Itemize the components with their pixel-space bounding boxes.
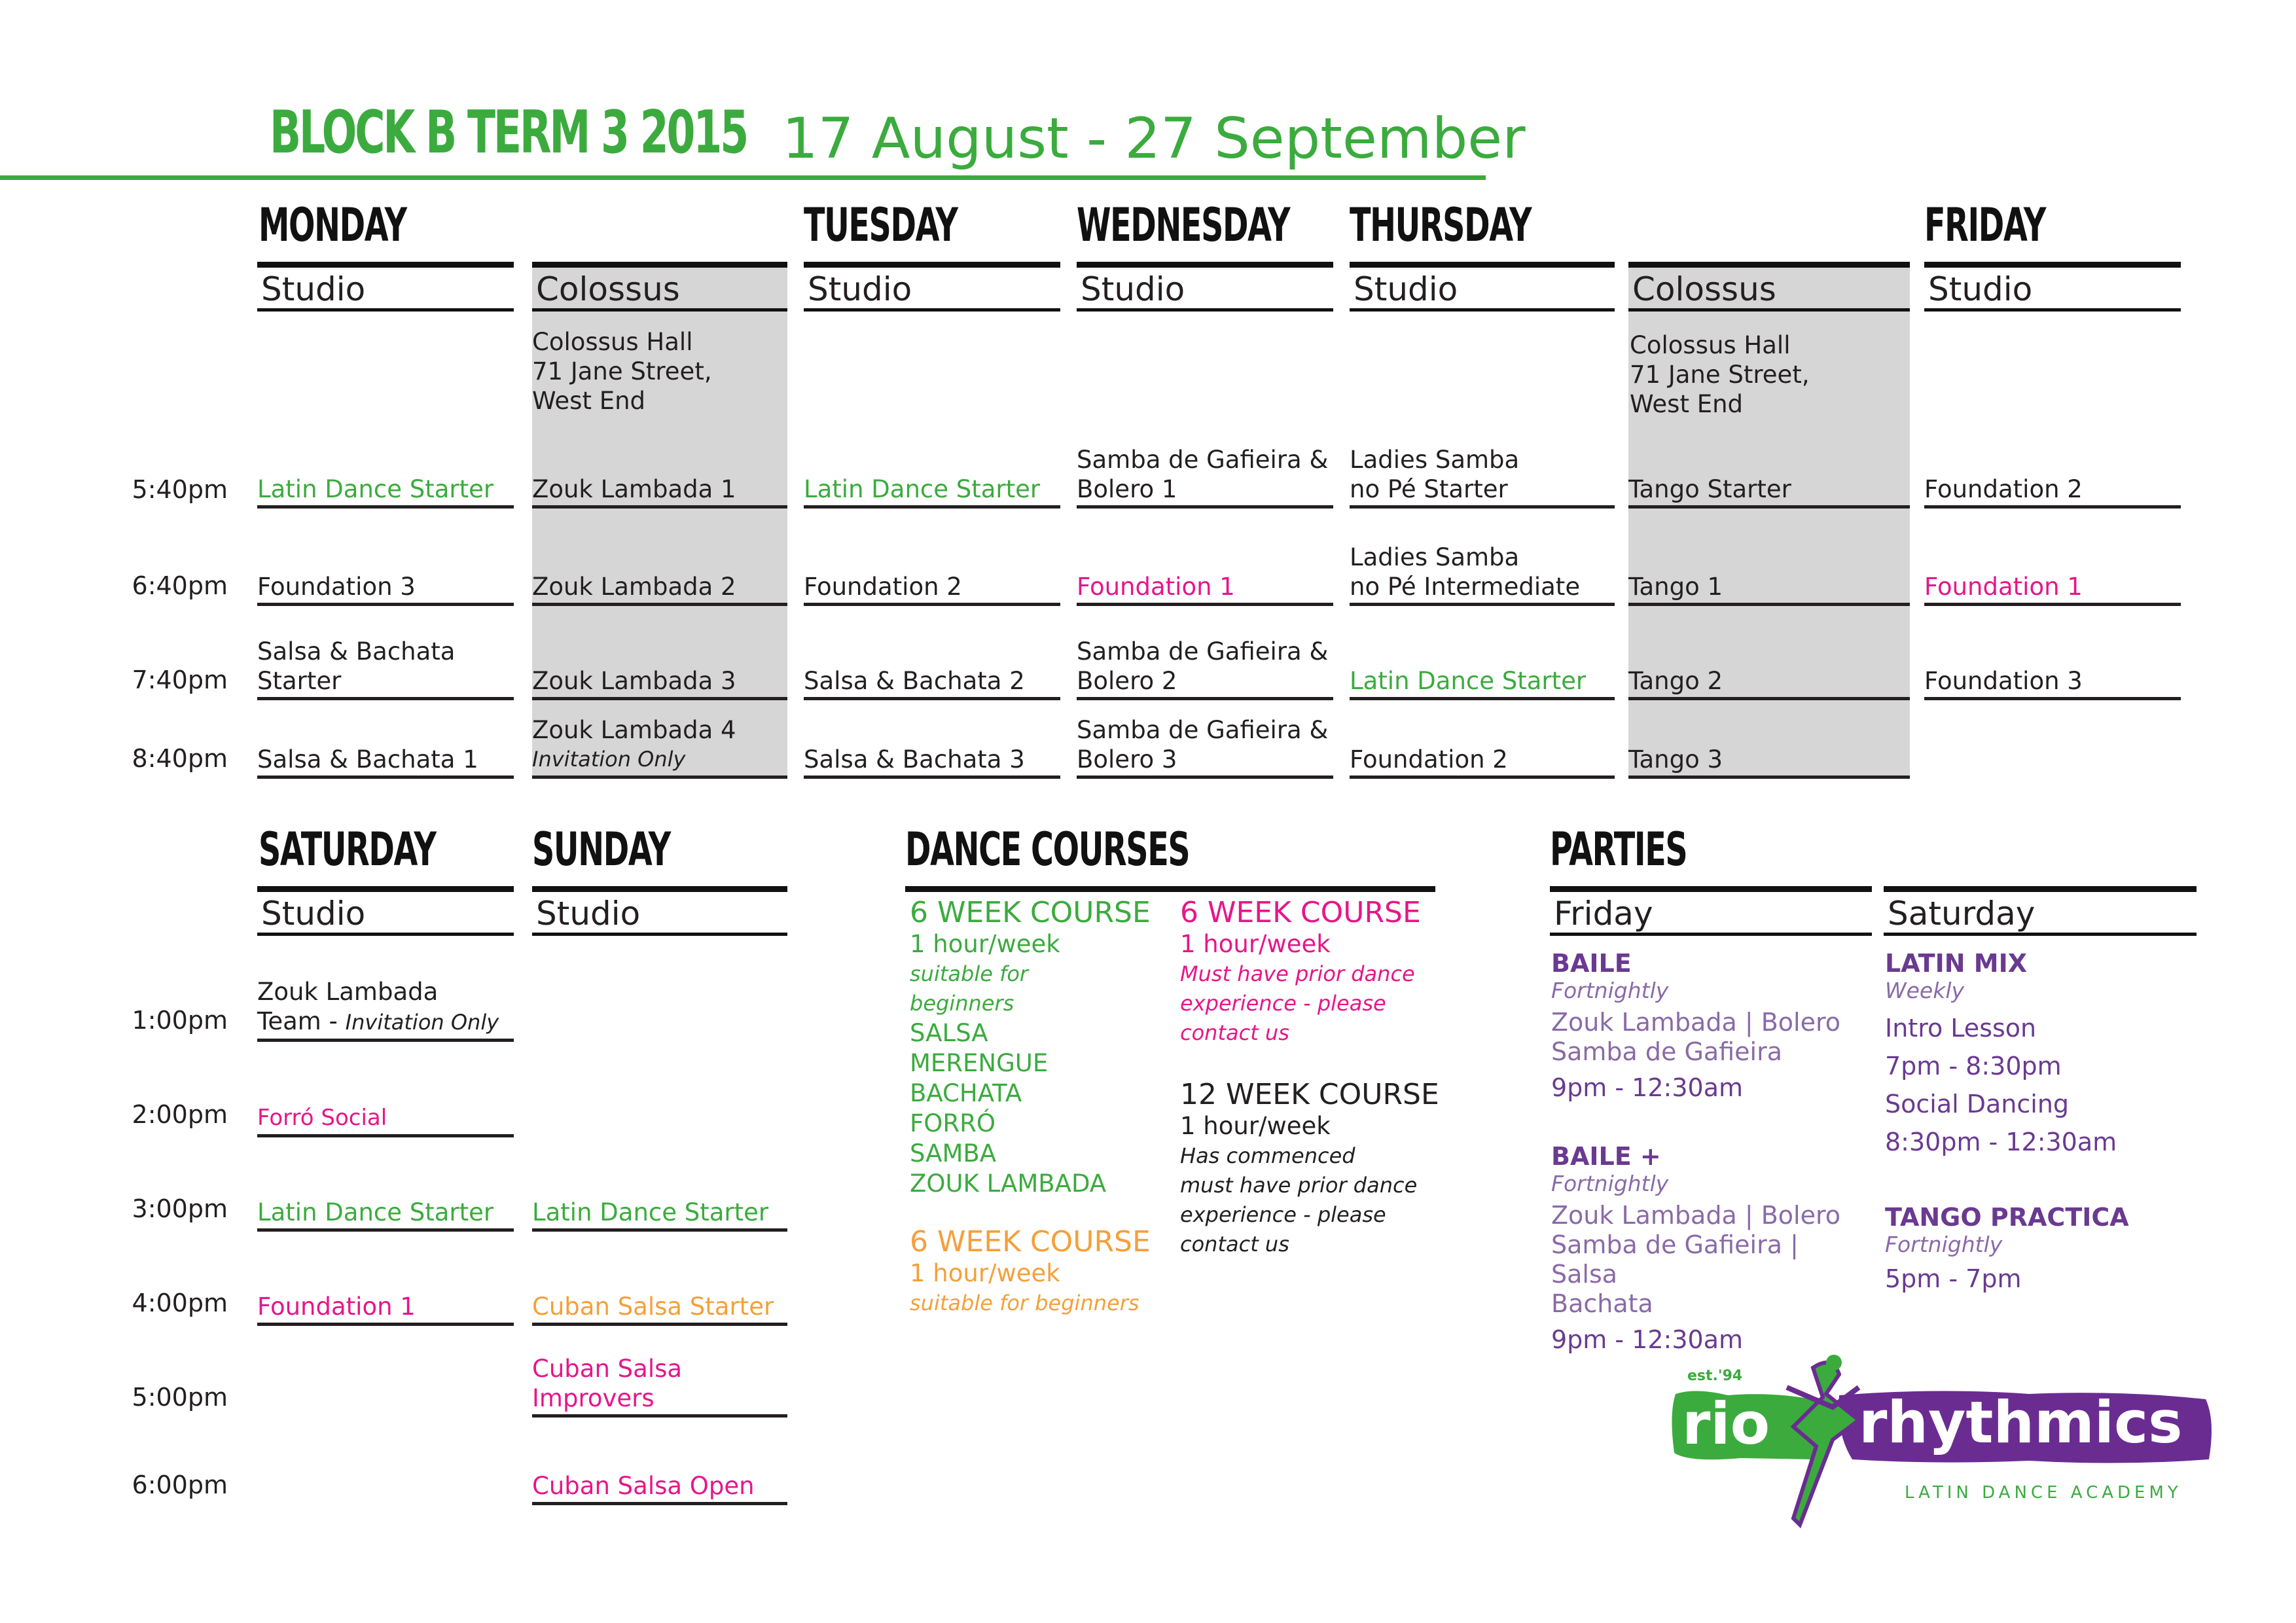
class-name bbox=[257, 1007, 514, 1037]
class-slot bbox=[1350, 707, 1615, 779]
colossus-address-thursday bbox=[1630, 330, 1810, 419]
class-slot bbox=[804, 615, 1060, 700]
class-name-part: Team - bbox=[257, 1007, 346, 1035]
class-name: Cuban Salsa bbox=[532, 1355, 683, 1383]
party-frequency: Weekly bbox=[1885, 978, 1965, 1003]
course-note: experience - please bbox=[1180, 991, 1386, 1016]
class-slot bbox=[257, 1178, 514, 1232]
course-black bbox=[1180, 1079, 1455, 1259]
course-frequency: 1 hour/week bbox=[1180, 930, 1331, 958]
class-slot bbox=[257, 615, 514, 700]
class-name: Improvers bbox=[532, 1384, 655, 1412]
class-slot bbox=[532, 1272, 787, 1326]
class-slot bbox=[532, 1342, 787, 1418]
class-slot bbox=[804, 707, 1060, 779]
party-title: BAILE + bbox=[1551, 1142, 1661, 1171]
party-tango-practica bbox=[1885, 1203, 2193, 1294]
party-time: 9pm - 12:30am bbox=[1551, 1073, 1743, 1102]
class-name: Salsa & Bachata bbox=[257, 637, 456, 666]
course-note: contact us bbox=[1180, 1232, 1289, 1257]
course-note: suitable for bbox=[910, 961, 1029, 986]
rio-rhythmics-logo bbox=[1662, 1348, 2225, 1544]
party-title: TANGO PRACTICA bbox=[1885, 1203, 2129, 1232]
party-baile bbox=[1551, 949, 1872, 1103]
page-title: BLOCK B TERM 3 2015 bbox=[270, 98, 747, 167]
course-note: suitable for beginners bbox=[910, 1291, 1139, 1315]
class-slot bbox=[804, 517, 1060, 606]
class-name: Cuban Salsa Starter bbox=[532, 1293, 774, 1321]
courses-heading: DANCE COURSES bbox=[905, 823, 1190, 876]
time-label: 4:00pm bbox=[132, 1289, 228, 1317]
day-tuesday: TUESDAY bbox=[804, 198, 958, 252]
class-slot bbox=[1924, 517, 2181, 606]
course-green bbox=[910, 897, 1172, 1199]
time-label: 3:00pm bbox=[132, 1194, 228, 1223]
title-underline bbox=[0, 175, 1486, 180]
course-note: must have prior dance bbox=[1180, 1173, 1418, 1198]
class-name: no Pé Starter bbox=[1350, 475, 1508, 503]
class-slot bbox=[532, 1453, 787, 1505]
class-slot bbox=[1350, 517, 1615, 606]
class-slot bbox=[1628, 707, 1910, 779]
class-slot bbox=[257, 969, 514, 1042]
address-line: 71 Jane Street, bbox=[1630, 361, 1810, 389]
venue-header-mon-colossus: Colossus bbox=[532, 262, 787, 312]
class-slot bbox=[257, 1086, 514, 1137]
class-name: Latin Dance Starter bbox=[532, 1198, 769, 1226]
class-slot bbox=[532, 707, 787, 779]
venue-header-mon-studio: Studio bbox=[257, 262, 514, 312]
time-label: 6:00pm bbox=[132, 1471, 228, 1499]
class-name: Zouk Lambada 1 bbox=[532, 475, 736, 503]
course-note: contact us bbox=[1180, 1020, 1289, 1045]
course-frequency: 1 hour/week bbox=[1180, 1112, 1331, 1140]
day-monday: MONDAY bbox=[259, 198, 406, 252]
class-name: Tango 1 bbox=[1628, 573, 1723, 601]
party-title: LATIN MIX bbox=[1885, 949, 2028, 978]
venue-header-sat-studio: Studio bbox=[257, 886, 514, 936]
day-sunday: SUNDAY bbox=[532, 823, 670, 876]
address-line: West End bbox=[532, 387, 646, 415]
course-style: FORRÓ bbox=[910, 1109, 996, 1137]
class-name: Samba de Gafieira & bbox=[1077, 716, 1329, 744]
course-orange bbox=[910, 1226, 1185, 1318]
class-slot bbox=[257, 517, 514, 606]
class-name: Zouk Lambada 3 bbox=[532, 667, 736, 695]
party-detail: Social Dancing bbox=[1885, 1090, 2070, 1118]
party-frequency: Fortnightly bbox=[1551, 1171, 1669, 1196]
class-slot bbox=[1350, 615, 1615, 700]
class-slot bbox=[1077, 615, 1333, 700]
address-line: 71 Jane Street, bbox=[532, 357, 712, 385]
class-name: Bolero 3 bbox=[1077, 745, 1177, 774]
venue-header-thu-studio: Studio bbox=[1350, 262, 1615, 312]
day-thursday: THURSDAY bbox=[1350, 198, 1532, 252]
day-saturday: SATURDAY bbox=[259, 823, 436, 876]
class-name: Tango 3 bbox=[1628, 745, 1723, 774]
venue-header-thu-colossus: Colossus bbox=[1628, 262, 1910, 312]
class-name: Bolero 2 bbox=[1077, 667, 1177, 695]
class-name: Ladies Samba bbox=[1350, 446, 1520, 474]
class-slot bbox=[1350, 419, 1615, 508]
course-style: SAMBA bbox=[910, 1139, 997, 1168]
class-name: Zouk Lambada bbox=[257, 978, 439, 1006]
course-frequency: 1 hour/week bbox=[910, 1259, 1060, 1287]
class-name: Tango 2 bbox=[1628, 667, 1723, 695]
time-label: 5:40pm bbox=[132, 475, 228, 504]
address-line: Colossus Hall bbox=[532, 328, 693, 356]
party-styles: Bachata bbox=[1551, 1289, 1653, 1318]
class-slot bbox=[1077, 517, 1333, 606]
party-styles: Zouk Lambada | Bolero bbox=[1551, 1008, 1840, 1037]
class-name: Foundation 2 bbox=[1350, 745, 1508, 774]
course-style: ZOUK LAMBADA bbox=[910, 1169, 1107, 1198]
class-slot bbox=[1077, 707, 1333, 779]
day-friday: FRIDAY bbox=[1924, 198, 2045, 252]
course-note: experience - please bbox=[1180, 1202, 1386, 1227]
party-time: 9pm - 12:30am bbox=[1551, 1325, 1743, 1354]
class-name: Samba de Gafieira & bbox=[1077, 446, 1329, 474]
time-label: 2:00pm bbox=[132, 1100, 228, 1129]
course-frequency: 1 hour/week bbox=[910, 930, 1060, 958]
course-note: Has commenced bbox=[1180, 1143, 1355, 1168]
class-name: Foundation 1 bbox=[1924, 573, 2083, 601]
party-styles: Zouk Lambada | Bolero bbox=[1551, 1201, 1840, 1230]
class-slot bbox=[804, 419, 1060, 508]
class-name: Samba de Gafieira & bbox=[1077, 637, 1329, 666]
venue-header-tue-studio: Studio bbox=[804, 262, 1060, 312]
date-range: 17 August - 27 September bbox=[782, 106, 1526, 171]
address-line: West End bbox=[1630, 390, 1744, 418]
venue-header-fri-studio: Studio bbox=[1924, 262, 2181, 312]
party-detail: 7pm - 8:30pm bbox=[1885, 1052, 2062, 1080]
party-frequency: Fortnightly bbox=[1551, 978, 1669, 1003]
day-wednesday: WEDNESDAY bbox=[1077, 198, 1290, 252]
time-label: 6:40pm bbox=[132, 571, 228, 600]
class-slot bbox=[1628, 517, 1910, 606]
party-latin-mix bbox=[1885, 949, 2193, 1161]
venue-header-sun-studio: Studio bbox=[532, 886, 787, 936]
class-name: Foundation 3 bbox=[257, 573, 416, 601]
class-slot bbox=[257, 707, 514, 779]
time-label: 7:40pm bbox=[132, 666, 228, 694]
class-name: Zouk Lambada 2 bbox=[532, 573, 736, 601]
course-style: MERENGUE bbox=[910, 1049, 1049, 1077]
course-note: beginners bbox=[910, 991, 1014, 1016]
course-style: BACHATA bbox=[910, 1079, 1022, 1107]
class-slot bbox=[1924, 615, 2181, 700]
time-label: 1:00pm bbox=[132, 1006, 228, 1035]
class-name: Forró Social bbox=[257, 1105, 387, 1131]
class-name: Latin Dance Starter bbox=[804, 475, 1041, 503]
class-note: Invitation Only bbox=[345, 1010, 499, 1035]
course-pink bbox=[1180, 897, 1455, 1048]
class-slot bbox=[532, 615, 787, 700]
parties-heading: PARTIES bbox=[1550, 823, 1687, 876]
logo-tagline: LATIN DANCE ACADEMY bbox=[1905, 1483, 2182, 1503]
party-detail: Intro Lesson bbox=[1885, 1014, 2037, 1043]
class-name: Salsa & Bachata 2 bbox=[804, 667, 1025, 695]
course-style: SALSA bbox=[910, 1019, 988, 1047]
class-slot bbox=[1077, 419, 1333, 508]
address-line: Colossus Hall bbox=[1630, 331, 1791, 359]
party-time: 5pm - 7pm bbox=[1885, 1264, 2022, 1293]
course-title: 6 WEEK COURSE bbox=[910, 1225, 1151, 1258]
class-slot bbox=[532, 1178, 787, 1232]
course-title: 6 WEEK COURSE bbox=[1180, 896, 1421, 929]
class-slot bbox=[1628, 615, 1910, 700]
party-baile-plus bbox=[1551, 1142, 1872, 1355]
class-name: Foundation 2 bbox=[804, 573, 962, 601]
class-name: Ladies Samba bbox=[1350, 543, 1520, 571]
class-name: Bolero 1 bbox=[1077, 475, 1177, 503]
party-styles: Samba de Gafieira bbox=[1551, 1037, 1783, 1066]
class-name: Latin Dance Starter bbox=[257, 1198, 494, 1226]
colossus-address-monday bbox=[532, 327, 712, 416]
party-detail: 8:30pm - 12:30am bbox=[1885, 1128, 2117, 1156]
class-name: Salsa & Bachata 3 bbox=[804, 745, 1025, 774]
logo-established: est.'94 bbox=[1687, 1368, 1743, 1384]
class-slot bbox=[532, 517, 787, 606]
parties-header-saturday: Saturday bbox=[1884, 886, 2197, 936]
class-name: Foundation 3 bbox=[1924, 667, 2083, 695]
logo-word-rio: rio bbox=[1682, 1390, 1770, 1457]
class-name: Cuban Salsa Open bbox=[532, 1472, 755, 1500]
venue-header-wed-studio: Studio bbox=[1077, 262, 1333, 312]
time-label: 8:40pm bbox=[132, 744, 228, 773]
party-title: BAILE bbox=[1551, 949, 1632, 978]
party-styles: Samba de Gafieira | Salsa bbox=[1551, 1230, 1799, 1289]
class-slot bbox=[1924, 419, 2181, 508]
course-title: 6 WEEK COURSE bbox=[910, 896, 1151, 929]
class-slot bbox=[532, 419, 787, 508]
class-name: Foundation 2 bbox=[1924, 475, 2083, 503]
course-note: Must have prior dance bbox=[1180, 961, 1415, 986]
class-name: no Pé Intermediate bbox=[1350, 573, 1581, 601]
party-frequency: Fortnightly bbox=[1885, 1232, 2003, 1257]
time-label: 5:00pm bbox=[132, 1383, 228, 1412]
class-slot bbox=[257, 1272, 514, 1326]
parties-header-friday: Friday bbox=[1550, 886, 1872, 936]
class-note: Invitation Only bbox=[532, 747, 686, 772]
class-name: Zouk Lambada 4 bbox=[532, 716, 736, 744]
class-name: Tango Starter bbox=[1628, 475, 1791, 503]
class-slot bbox=[257, 419, 514, 508]
course-title: 12 WEEK COURSE bbox=[1180, 1078, 1439, 1111]
class-name: Foundation 1 bbox=[1077, 573, 1235, 601]
courses-rule bbox=[905, 886, 1435, 892]
class-name: Starter bbox=[257, 667, 342, 695]
logo-word-rhythmics: rhythmics bbox=[1859, 1389, 2183, 1456]
class-name: Latin Dance Starter bbox=[257, 475, 494, 503]
class-name: Salsa & Bachata 1 bbox=[257, 745, 478, 774]
class-name: Foundation 1 bbox=[257, 1293, 416, 1321]
class-name: Latin Dance Starter bbox=[1350, 667, 1587, 695]
class-slot bbox=[1628, 419, 1910, 508]
